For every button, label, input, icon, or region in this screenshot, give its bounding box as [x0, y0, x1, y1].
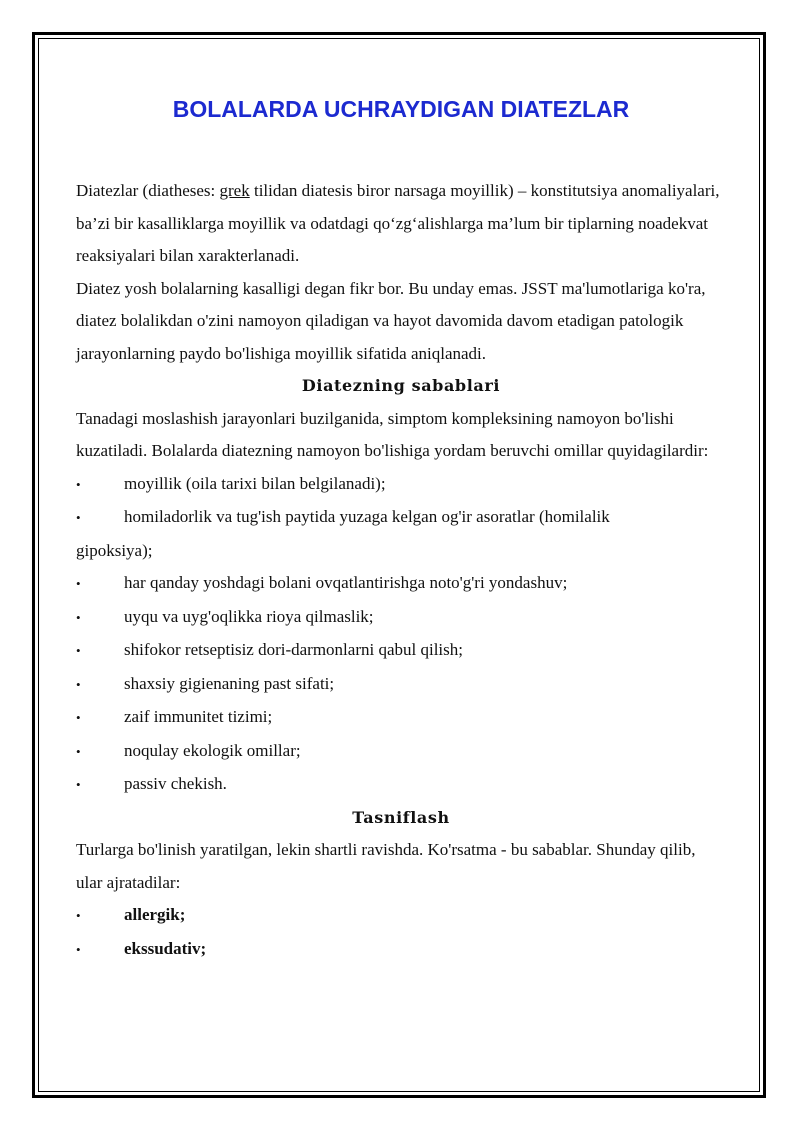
- list-item: • moyillik (oila tarixi bilan belgilanadi);: [76, 468, 726, 502]
- list-item: • uyqu va uyg'oqlikka rioya qilmaslik;: [76, 601, 726, 635]
- grek-link[interactable]: grek: [219, 181, 250, 200]
- bullet-icon: •: [76, 777, 81, 792]
- bullet-icon: •: [76, 710, 81, 725]
- bullet-icon: •: [76, 609, 81, 625]
- list-item: • passiv chekish.: [76, 768, 726, 802]
- classification-text: Turlarga bo'linish yaratilgan, lekin shartli ravishda. Ko'rsatma - bu sabablar. Shunday qilib, ular ajratadilar:: [76, 840, 696, 892]
- list-item: • homiladorlik va tug'ish paytida yuzaga kelgan og'ir asoratlar (homilalik: [76, 501, 726, 535]
- list-item: • har qanday yoshdagi bolani ovqatlantirishga noto'g'ri yondashuv;: [76, 567, 726, 601]
- intro-text-rest: tilidan diatesis biror narsaga moyillik) – konstitutsiya anomaliyalari, ba’zi bir kasalliklarga moyillik va odatdagi qo‘zg‘alishlarga ma’lum bir tiplarning noadekvat reaksiyalari bilan xarakterlanadi.: [76, 181, 720, 265]
- causes-list: [76, 468, 726, 802]
- list-item: • zaif immunitet tizimi;: [76, 701, 726, 735]
- document-title: BOLALARDA UCHRAYDIGAN DIATEZLAR: [172, 96, 630, 122]
- bullet-icon: •: [76, 908, 81, 923]
- bullet-icon: •: [76, 743, 81, 759]
- bullet-icon: •: [76, 643, 81, 658]
- document-body: [76, 88, 726, 966]
- causes-heading: Diatezning sabablari: [301, 376, 501, 395]
- list-item: • ekssudativ;: [76, 933, 726, 967]
- intro-paragraph-1: [76, 175, 726, 273]
- bullet-icon: •: [76, 476, 81, 492]
- classification-list: [76, 899, 726, 966]
- intro-paragraph-2: Diatez yosh bolalarning kasalligi degan fikr bor. Bu unday emas. JSST ma'lumotlariga ko'ra, diatez bolalikdan o'zini namoyon qiladigan va hayot davomida davom etadigan patologik jarayonlarning paydo bo'lishiga moyillik sifatida aniqlanadi.: [76, 278, 706, 363]
- intro-text-start: Diatezlar (diatheses:: [76, 181, 220, 200]
- classification-heading: Tasniflash: [352, 807, 450, 827]
- list-item: • shifokor retseptisiz dori-darmonlarni qabul qilish;: [76, 634, 726, 668]
- list-item: • noqulay ekologik omillar;: [76, 735, 726, 769]
- list-item: • allergik;: [76, 899, 726, 933]
- list-item: • shaxsiy gigienaning past sifati;: [76, 668, 726, 702]
- bullet-icon: •: [76, 676, 81, 692]
- causes-text: Tanadagi moslashish jarayonlari buzilganida, simptom kompleksining namoyon bo'lishi kuzatiladi. Bolalarda diatezning namoyon bo'lishiga yordam beruvchi omillar quyidagilardir:: [76, 408, 709, 460]
- list-item-continuation: gipoksiya);: [76, 540, 153, 560]
- bullet-icon: •: [76, 576, 81, 591]
- bullet-icon: •: [76, 510, 81, 525]
- bullet-icon: •: [76, 941, 81, 957]
